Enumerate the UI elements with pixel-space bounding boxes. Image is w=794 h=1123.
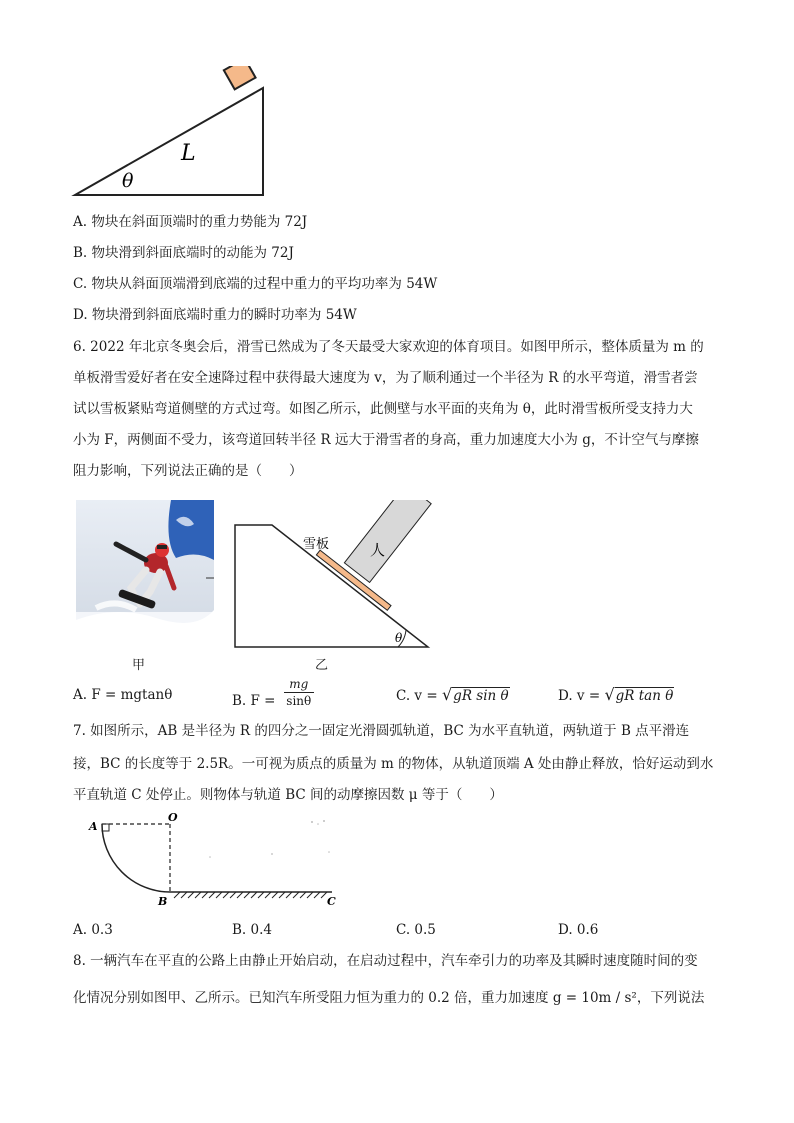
fig-jia-caption: 甲	[132, 658, 146, 673]
q8-line-2: 化情况分别如图甲、乙所示。已知汽车所受阻力恒为重力的 0.2 倍，重力加速度 g = 10m / s²，下列说法	[73, 990, 705, 1006]
q5-option-b: B. 物块滑到斜面底端时的动能为 72J	[73, 245, 294, 261]
scan-specks	[209, 820, 330, 858]
q6-option-a: A. F = mgtanθ	[73, 687, 173, 703]
q5-option-c: C. 物块从斜面顶端滑到底端的过程中重力的平均功率为 54W	[73, 276, 438, 292]
incline-length-label: L	[181, 141, 196, 166]
q6-option-d-prefix: D. v =	[558, 688, 601, 704]
quarter-circle-track-figure	[82, 812, 352, 908]
q6-option-b	[232, 677, 314, 708]
person-label: 人	[370, 541, 386, 559]
q7-option-b: B. 0.4	[232, 922, 272, 938]
snowboarder-photo	[76, 500, 214, 650]
block-on-incline	[224, 66, 256, 89]
label-b: B	[158, 895, 168, 908]
q6-line-2: 单板滑雪爱好者在安全速降过程中获得最大速度为 v，为了顺利通过一个半径为 R 的水平弯道，滑雪者尝	[73, 370, 698, 386]
q6-line-3: 试以雪板紧贴弯道侧壁的方式过弯。如图乙所示，此侧壁与水平面的夹角为 θ，此时滑雪板所受支持力大	[73, 401, 693, 417]
q5-option-d: D. 物块滑到斜面底端时重力的瞬时功率为 54W	[73, 307, 357, 323]
q5-option-a: A. 物块在斜面顶端时的重力势能为 72J	[73, 214, 308, 230]
q6-option-d	[558, 686, 674, 705]
q6-option-b-fraction-bar	[284, 692, 314, 693]
q6-line-4: 小为 F，两侧面不受力，该弯道回转半径 R 远大于滑雪者的身高，重力加速度大小为 g，不计空气与摩擦	[73, 432, 699, 448]
q6-option-c	[396, 686, 510, 705]
q6-option-d-radicand: gR tan θ	[615, 688, 674, 704]
q6-line-1: 6. 2022 年北京冬奥会后，滑雪已然成为了冬天最受大家欢迎的体育项目。如图甲所示，整体质量为 m 的	[73, 339, 704, 355]
q7-line-1: 7. 如图所示，AB 是半径为 R 的四分之一固定光滑圆弧轨道，BC 为水平直轨道，两轨道于 B 点平滑连	[73, 723, 690, 739]
q7-option-a: A. 0.3	[73, 922, 113, 938]
q6-option-c-sqrt-sign: √	[441, 685, 453, 704]
q6-line-5: 阻力影响，下列说法正确的是（ ）	[73, 463, 303, 479]
right-angle-mark	[102, 824, 109, 831]
arc-ab	[102, 824, 170, 892]
q6-option-b-denominator: sinθ	[286, 694, 312, 708]
q7-option-d: D. 0.6	[558, 922, 599, 938]
q6-option-b-numerator: mg	[289, 677, 309, 691]
q6-option-b-fraction	[284, 677, 314, 708]
q6-option-d-sqrt-sign: √	[604, 685, 615, 704]
incline-figure	[70, 66, 270, 200]
track-hatching	[174, 892, 327, 898]
q7-option-c: C. 0.5	[396, 922, 436, 938]
label-c: C	[327, 895, 336, 908]
q7-line-2: 接，BC 的长度等于 2.5R。一可视为质点的质量为 m 的物体，从轨道顶端 A 处由静止释放，恰好运动到水	[73, 756, 714, 772]
fig-yi-caption: 乙	[315, 658, 329, 673]
q6-option-b-prefix: B. F =	[232, 693, 276, 709]
incline-angle-label: θ	[122, 170, 134, 192]
q8-line-1: 8. 一辆汽车在平直的公路上由静止开始启动，在启动过程中，汽车牵引力的功率及其瞬时速度随时间的变	[73, 953, 698, 969]
q7-line-3: 平直轨道 C 处停止。则物体与轨道 BC 间的动摩擦因数 μ 等于（ ）	[73, 787, 503, 803]
label-o: O	[168, 812, 178, 824]
wall-angle-label: θ	[395, 631, 403, 645]
q6-option-c-prefix: C. v =	[396, 688, 438, 704]
incline-triangle	[75, 88, 263, 195]
side-wall-figure	[230, 500, 435, 652]
label-a: A	[89, 820, 98, 833]
board-label: 雪板	[303, 537, 330, 552]
person-block	[344, 500, 431, 582]
q6-option-c-radicand: gR sin θ	[453, 688, 509, 704]
